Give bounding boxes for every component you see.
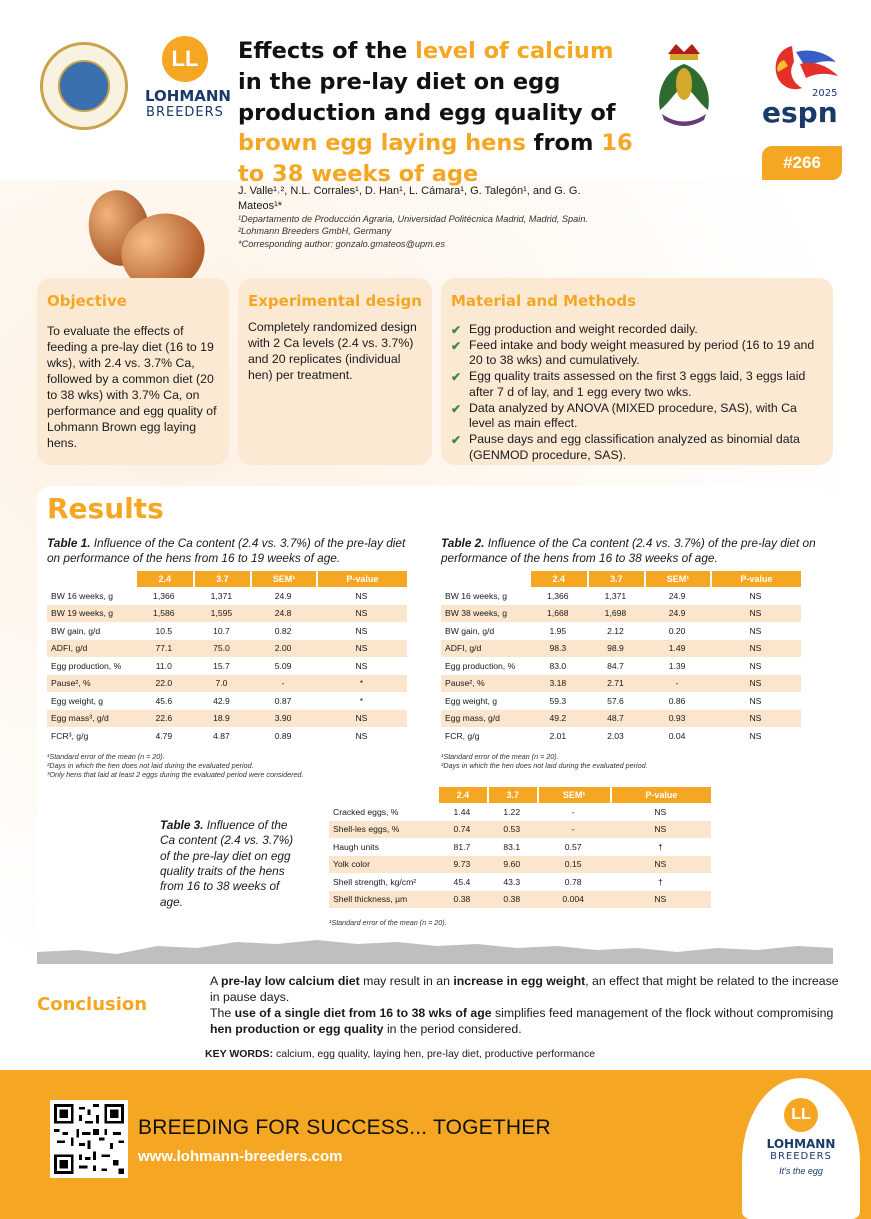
table-cell: 1,595 bbox=[193, 605, 251, 623]
table-cell: 83.1 bbox=[503, 841, 521, 852]
table-row bbox=[441, 605, 801, 623]
table-cell: NS bbox=[749, 625, 762, 636]
table2-caption bbox=[441, 536, 821, 567]
table-cell: 48.7 bbox=[587, 710, 645, 728]
table-row bbox=[47, 657, 407, 675]
results-heading: Results bbox=[47, 492, 164, 525]
table-cell: * bbox=[359, 695, 364, 706]
footer-band bbox=[0, 1070, 871, 1219]
crest-icon bbox=[646, 40, 722, 126]
row-label: BW 16 weeks, g bbox=[445, 590, 508, 601]
row-label: BW gain, g/d bbox=[445, 625, 495, 636]
table-cell: 77.1 bbox=[135, 640, 193, 658]
row-label: Cracked eggs, % bbox=[333, 806, 399, 817]
column-header: 2.4 bbox=[437, 787, 487, 803]
methods-list bbox=[451, 322, 823, 464]
table-cell: NS bbox=[610, 856, 711, 874]
table-cell: 1.22 bbox=[503, 806, 521, 817]
conclusion-segment: increase in egg weight bbox=[453, 974, 586, 988]
column-header: SEM¹ bbox=[644, 571, 710, 587]
row-label: Egg production, % bbox=[445, 660, 516, 671]
check-icon: ✔ bbox=[451, 338, 462, 353]
table-cell: 1,371 bbox=[604, 590, 627, 601]
table-cell: 0.04 bbox=[668, 730, 686, 741]
table-cell: 1,366 bbox=[153, 590, 175, 601]
title-part: level of calcium bbox=[415, 38, 614, 64]
table-row bbox=[441, 710, 801, 728]
footnote: ¹Standard error of the mean (n = 20). bbox=[441, 752, 559, 761]
table1-caption-text: Influence of the Ca content (2.4 vs. 3.7%) of the pre-lay diet on performance of the hens from 16 to 19 weeks of age. bbox=[47, 536, 406, 566]
table-cell: † bbox=[657, 876, 663, 887]
table2 bbox=[441, 571, 801, 745]
table2-footnotes bbox=[441, 752, 821, 770]
methods-item bbox=[451, 432, 823, 463]
check-icon: ✔ bbox=[451, 323, 462, 337]
authors-block bbox=[238, 184, 618, 250]
row-label: Shell strength, kg/cm² bbox=[333, 876, 417, 887]
methods-item bbox=[451, 322, 823, 338]
table-cell: 1.95 bbox=[549, 625, 567, 636]
conclusion-line-1 bbox=[210, 974, 840, 1006]
table2-title: Table 2. bbox=[441, 536, 485, 550]
table-cell: 9.73 bbox=[437, 856, 487, 874]
table-cell: 1.44 bbox=[453, 806, 471, 817]
row-label: Shell-les eggs, % bbox=[329, 821, 437, 839]
table-row bbox=[329, 856, 711, 874]
table-cell: 0.89 bbox=[274, 730, 292, 741]
conclusion-line-2 bbox=[210, 1006, 840, 1038]
table-cell: 5.09 bbox=[274, 660, 292, 671]
methods-item bbox=[451, 338, 823, 369]
table-cell: 43.3 bbox=[503, 876, 521, 887]
row-label: Yolk color bbox=[329, 856, 437, 874]
table-cell: 7.0 bbox=[193, 675, 251, 693]
table-cell: 3.18 bbox=[529, 675, 587, 693]
table-cell: 2.00 bbox=[250, 640, 316, 658]
table3-footnotes bbox=[329, 918, 629, 927]
table-cell: NS bbox=[710, 640, 801, 658]
footer-logo-name: LOHMANN bbox=[766, 1137, 836, 1151]
table-cell: 1,698 bbox=[587, 605, 645, 623]
lohmann-mark-icon: LL bbox=[162, 36, 208, 82]
row-label: Egg mass³, g/d bbox=[47, 710, 135, 728]
table-cell: - bbox=[644, 675, 710, 693]
conclusion-segment: , an effect that might be related to the increase in pause days. bbox=[210, 974, 839, 1004]
footer-slogan: BREEDING FOR SUCCESS... TOGETHER bbox=[138, 1116, 551, 1139]
table-cell: 11.0 bbox=[155, 660, 172, 671]
check-icon: ✔ bbox=[451, 401, 462, 416]
row-label: BW 38 weeks, g bbox=[441, 605, 529, 623]
poster-title bbox=[238, 36, 638, 190]
table-cell: NS bbox=[316, 710, 407, 728]
row-label: Haugh units bbox=[333, 841, 379, 852]
row-label: Pause², % bbox=[441, 675, 529, 693]
title-part: 16 to 38 weeks of age bbox=[238, 130, 633, 188]
methods-item-text: Pause days and egg classification analyzed as binomial data (GENMOD procedure, SAS). bbox=[469, 432, 800, 462]
objective-heading: Objective bbox=[47, 292, 127, 310]
methods-item bbox=[451, 369, 823, 400]
table-cell: 45.4 bbox=[453, 876, 471, 887]
author-names: J. Valle¹˒², N.L. Corrales¹, D. Han¹, L. Cámara¹, G. Talegón¹, and G. G. Mateos¹* bbox=[238, 185, 581, 212]
table-cell: 2.12 bbox=[607, 625, 624, 636]
footnote: ²Days in which the hen does not laid during the evaluated period. bbox=[47, 761, 254, 770]
table-cell: 1.39 bbox=[668, 660, 686, 671]
row-label: ADFI, g/d bbox=[441, 640, 529, 658]
table-cell: 98.3 bbox=[529, 640, 587, 658]
corresponding-author: *Corresponding author: gonzalo.gmateos@upm.es bbox=[238, 238, 445, 249]
column-header: 2.4 bbox=[529, 571, 587, 587]
table-cell: - bbox=[250, 675, 316, 693]
table-cell: NS bbox=[749, 660, 762, 671]
table-cell: 2.01 bbox=[549, 730, 567, 741]
table-cell: 1,668 bbox=[529, 605, 587, 623]
keywords-label: KEY WORDS: bbox=[205, 1048, 274, 1060]
logo-sub: BREEDERS bbox=[146, 104, 224, 120]
table-row bbox=[441, 622, 801, 640]
conclusion-segment: may result in an bbox=[359, 974, 454, 988]
row-label: Pause², % bbox=[47, 675, 135, 693]
table-cell: NS bbox=[710, 605, 801, 623]
table-cell: 42.9 bbox=[213, 695, 230, 706]
conclusion-segment: The bbox=[210, 1005, 235, 1020]
table-row bbox=[441, 640, 801, 658]
table-row bbox=[329, 873, 711, 891]
header-spacer bbox=[441, 571, 529, 587]
logo-name: LOHMANN bbox=[145, 87, 231, 105]
table-cell: NS bbox=[610, 821, 711, 839]
table-cell: - bbox=[537, 821, 610, 839]
conclusion-segment: use of a single diet from 16 to 38 wks of age bbox=[234, 1005, 492, 1020]
footnote: ¹Standard error of the mean (n = 20). bbox=[329, 918, 447, 927]
table-cell: 1,371 bbox=[210, 590, 233, 601]
table-row bbox=[441, 727, 801, 745]
objective-text: To evaluate the effects of feeding a pre-lay diet (16 to 19 wks), with 2.4 vs. 3.7% Ca, followed by a common diet (20 to 38 wks) with 3.7% Ca, on performance and egg quality of Lohmann Brown egg laying hens. bbox=[47, 324, 217, 450]
column-header: P-value bbox=[610, 787, 711, 803]
row-label: Egg production, % bbox=[51, 660, 122, 671]
design-heading: Experimental design bbox=[248, 292, 422, 310]
qr-code-icon[interactable] bbox=[50, 1100, 128, 1178]
footer-url-link[interactable]: www.lohmann-breeders.com bbox=[138, 1148, 343, 1165]
header-spacer bbox=[329, 787, 437, 803]
row-label: Egg mass, g/d bbox=[441, 710, 529, 728]
table-row bbox=[329, 891, 711, 909]
lohmann-logo bbox=[145, 36, 231, 120]
row-label: Egg weight, g bbox=[445, 695, 498, 706]
university-seal bbox=[40, 42, 128, 130]
row-label: BW gain, g/d bbox=[51, 625, 101, 636]
footnote: ¹Standard error of the mean (n = 20). bbox=[47, 752, 165, 761]
table-cell: NS bbox=[749, 730, 762, 741]
table-cell: 10.7 bbox=[213, 625, 230, 636]
table-cell: 0.38 bbox=[487, 891, 537, 909]
table-row bbox=[47, 587, 407, 605]
table2-caption-text: Influence of the Ca content (2.4 vs. 3.7%) of the pre-lay diet on performance of the hens from 16 to 38 weeks of age. bbox=[441, 536, 816, 566]
column-header: 3.7 bbox=[193, 571, 251, 587]
table-cell: † bbox=[657, 841, 663, 852]
table-row bbox=[47, 675, 407, 693]
espn-logo bbox=[752, 38, 842, 130]
keywords bbox=[205, 1048, 595, 1060]
table-cell: 84.7 bbox=[607, 660, 624, 671]
table-cell: 0.57 bbox=[564, 841, 582, 852]
table1-title: Table 1. bbox=[47, 536, 91, 550]
espn-name: espn bbox=[762, 96, 838, 129]
table-cell: 57.6 bbox=[607, 695, 624, 706]
methods-item bbox=[451, 401, 823, 432]
table-cell: NS bbox=[316, 640, 407, 658]
column-header: P-value bbox=[316, 571, 407, 587]
column-header: SEM¹ bbox=[250, 571, 316, 587]
table-cell: 24.9 bbox=[668, 590, 686, 601]
table1 bbox=[47, 571, 407, 745]
table-cell: 59.3 bbox=[549, 695, 567, 706]
column-header: P-value bbox=[710, 571, 801, 587]
table-cell: 0.82 bbox=[274, 625, 292, 636]
poster-number-badge: #266 bbox=[762, 146, 842, 180]
table1-caption bbox=[47, 536, 419, 567]
table-cell: 3.90 bbox=[250, 710, 316, 728]
table-row bbox=[441, 675, 801, 693]
row-label: FCR, g/g bbox=[445, 730, 480, 741]
table3 bbox=[329, 787, 711, 908]
table-cell: NS bbox=[749, 695, 762, 706]
table-cell: 0.15 bbox=[537, 856, 610, 874]
table-row bbox=[47, 640, 407, 658]
table3-title: Table 3. bbox=[160, 818, 204, 832]
table-row bbox=[441, 657, 801, 675]
table-cell: 0.87 bbox=[274, 695, 292, 706]
column-header: 3.7 bbox=[587, 571, 645, 587]
table-cell: 0.74 bbox=[437, 821, 487, 839]
table-cell: NS bbox=[610, 891, 711, 909]
header-spacer bbox=[47, 571, 135, 587]
table-row bbox=[441, 587, 801, 605]
table-cell: 49.2 bbox=[529, 710, 587, 728]
table-cell: 9.60 bbox=[487, 856, 537, 874]
table-cell: 83.0 bbox=[549, 660, 567, 671]
title-part: in the pre-lay diet on egg production and egg quality of bbox=[238, 68, 616, 126]
table-row bbox=[47, 727, 407, 745]
table-cell: NS bbox=[710, 710, 801, 728]
table-cell: 24.8 bbox=[250, 605, 316, 623]
keywords-text: calcium, egg quality, laying hen, pre-lay diet, productive performance bbox=[273, 1048, 596, 1060]
title-part: from bbox=[525, 130, 602, 157]
table-row bbox=[329, 821, 711, 839]
table-cell: 75.0 bbox=[193, 640, 251, 658]
table1-footnotes bbox=[47, 752, 427, 779]
table-row bbox=[47, 692, 407, 710]
table-row bbox=[47, 605, 407, 623]
table-cell: 0.86 bbox=[668, 695, 686, 706]
footer-tagline: It's the egg bbox=[779, 1166, 823, 1177]
row-label: Egg weight, g bbox=[51, 695, 104, 706]
title-part: brown egg laying hens bbox=[238, 130, 526, 157]
table-cell: 0.38 bbox=[437, 891, 487, 909]
table-cell: 1.49 bbox=[644, 640, 710, 658]
table-row bbox=[47, 710, 407, 728]
footer-logo-sub: BREEDERS bbox=[770, 1151, 832, 1163]
table-cell: NS bbox=[355, 660, 368, 671]
table-cell: NS bbox=[749, 590, 762, 601]
conclusion-segment: pre-lay low calcium diet bbox=[220, 974, 360, 988]
table-cell: 0.93 bbox=[644, 710, 710, 728]
conclusion-segment: hen production or egg quality bbox=[210, 1021, 384, 1036]
table-row bbox=[441, 692, 801, 710]
row-label: FCR³, g/g bbox=[51, 730, 89, 741]
conclusion-heading: Conclusion bbox=[37, 994, 148, 1015]
table-cell: 1,586 bbox=[135, 605, 193, 623]
torn-paper-divider bbox=[37, 934, 833, 964]
table3-caption-text: Influence of the Ca content (2.4 vs. 3.7%) of the pre-lay diet on egg quality traits of the hens from 16 to 38 weeks of age. bbox=[160, 818, 294, 909]
table-cell: 24.9 bbox=[644, 605, 710, 623]
table-cell: 15.7 bbox=[213, 660, 230, 671]
table-cell: 0.004 bbox=[537, 891, 610, 909]
table-cell: 1,366 bbox=[547, 590, 569, 601]
design-box bbox=[238, 278, 432, 465]
conclusion-segment: simplifies feed management of the flock without compromising bbox=[491, 1005, 834, 1020]
methods-item-text: Data analyzed by ANOVA (MIXED procedure, SAS), with Ca level as main effect. bbox=[469, 400, 797, 431]
table-row bbox=[329, 803, 711, 821]
table-row bbox=[47, 622, 407, 640]
footnote: ³Only hens that laid at least 2 eggs during the evaluated period were considered. bbox=[47, 770, 304, 779]
table-cell: 24.9 bbox=[274, 590, 292, 601]
check-icon: ✔ bbox=[451, 433, 462, 448]
results-panel bbox=[37, 486, 833, 956]
espn-year: 2025 bbox=[812, 88, 838, 99]
footnote: ²Days in which the hen does not laid during the evaluated period. bbox=[441, 761, 648, 770]
table-cell: 81.7 bbox=[453, 841, 471, 852]
table-cell: 22.6 bbox=[135, 710, 193, 728]
table-cell: 4.87 bbox=[213, 730, 230, 741]
lohmann-mark-icon: LL bbox=[784, 1098, 818, 1132]
table-cell: 10.5 bbox=[155, 625, 173, 636]
table-cell: NS bbox=[710, 675, 801, 693]
table-cell: * bbox=[316, 675, 407, 693]
methods-box bbox=[441, 278, 833, 465]
methods-item-text: Egg production and weight recorded daily. bbox=[469, 322, 698, 336]
table-cell: 45.6 bbox=[155, 695, 173, 706]
table-cell: NS bbox=[355, 730, 368, 741]
column-header: 2.4 bbox=[135, 571, 193, 587]
conclusion-segment: in the period considered. bbox=[383, 1021, 522, 1036]
table-cell: 2.71 bbox=[587, 675, 645, 693]
conclusion-text bbox=[210, 974, 840, 1038]
affiliation-2: ²Lohmann Breeders GmbH, Germany bbox=[238, 226, 392, 237]
methods-item-text: Feed intake and body weight measured by period (16 to 19 and 20 to 38 wks) and cumulatively. bbox=[469, 337, 815, 368]
table-cell: 0.78 bbox=[564, 876, 582, 887]
row-label: BW 19 weeks, g bbox=[47, 605, 135, 623]
table-cell: NS bbox=[355, 625, 368, 636]
table-cell: - bbox=[571, 806, 575, 817]
title-part: Effects of the bbox=[238, 38, 416, 64]
table-cell: 0.20 bbox=[668, 625, 686, 636]
table-row bbox=[329, 838, 711, 856]
conclusion-segment: A bbox=[210, 974, 221, 988]
affiliation-1: ¹Departamento de Producción Agraria, Universidad Politécnica Madrid, Madrid, Spain. bbox=[238, 214, 588, 225]
table-cell: NS bbox=[355, 590, 368, 601]
table-cell: 18.9 bbox=[193, 710, 251, 728]
table-cell: 22.0 bbox=[135, 675, 193, 693]
table-cell: NS bbox=[654, 806, 667, 817]
column-header: 3.7 bbox=[487, 787, 537, 803]
column-header: SEM¹ bbox=[537, 787, 610, 803]
table-cell: 2.03 bbox=[607, 730, 624, 741]
methods-item-text: Egg quality traits assessed on the first 3 eggs laid, 3 eggs laid after 7 d of lay, and 1 egg every two wks. bbox=[469, 369, 806, 399]
row-label: BW 16 weeks, g bbox=[51, 590, 114, 601]
methods-heading: Material and Methods bbox=[451, 292, 637, 310]
table3-caption bbox=[160, 818, 295, 910]
table-cell: NS bbox=[316, 605, 407, 623]
table-cell: 0.53 bbox=[487, 821, 537, 839]
row-label: Shell thickness, µm bbox=[329, 891, 437, 909]
table-cell: 98.9 bbox=[587, 640, 645, 658]
row-label: ADFI, g/d bbox=[47, 640, 135, 658]
table-cell: 4.79 bbox=[155, 730, 173, 741]
design-text: Completely randomized design with 2 Ca levels (2.4 vs. 3.7%) and 20 replicates (individual hen) per treatment. bbox=[248, 320, 417, 382]
objective-box bbox=[37, 278, 229, 465]
check-icon: ✔ bbox=[451, 370, 462, 385]
